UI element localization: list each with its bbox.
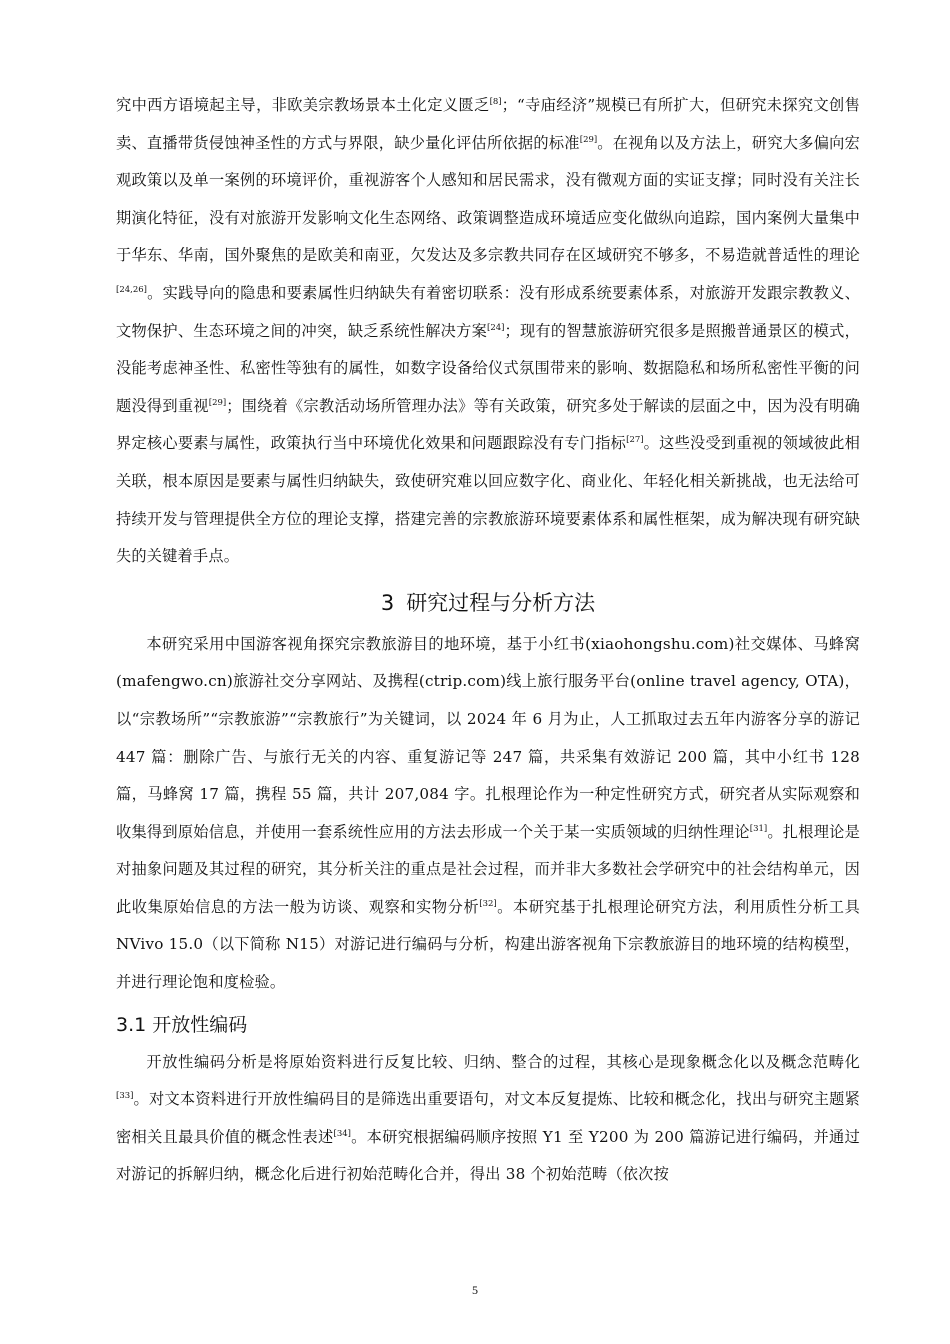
- text-run: 。这些没受到重视的领域彼此相关联，根本原因是要素与属性归纳缺失，致使研究难以回应数字化、商业化、年轻化相关新挑战，也无法给可持续开发与管理提供全方位的理论支撑，搭建完善的宗教旅游环境要素体系和属性框架，成为解决现有研究缺失的关键着手点。: [116, 434, 860, 566]
- body-paragraph-research-gaps: [116, 87, 860, 576]
- body-paragraph-methodology: [116, 626, 860, 1002]
- subsection-heading-3-1: 3.1 开放性编码: [116, 1013, 248, 1036]
- text-run: 。对文本资料进行开放性编码目的是筛选出重要语句，对文本反复提炼、比较和概念化，找出与研究主题紧密相关且最具价值的概念性表述: [116, 1090, 860, 1146]
- text-run: 。本研究基于扎根理论研究方法，利用质性分析工具 NVivo 15.0（以下简称 N15）对游记进行编码与分析，构建出游客视角下宗教旅游目的地环境的结构模型，并进行理论饱和度检验。: [116, 897, 860, 992]
- section-title: 研究过程与分析方法: [406, 590, 596, 615]
- text-run: 开放性编码分析是将原始资料进行反复比较、归纳、整合的过程，其核心是现象概念化以及概念范畴化: [146, 1052, 860, 1071]
- text-run: 。在视角以及方法上，研究大多偏向宏观政策以及单一案例的环境评价，重视游客个人感知和居民需求，没有微观方面的实证支撑；同时没有关注长期演化特征，没有对旅游开发影响文化生态网络、政策调整造成环境适应变化做纵向追踪，国内案例大量集中于华东、华南，国外聚焦的是欧美和南亚，欠发达及多宗教共同存在区域研究不够多，不易造就普适性的理论: [116, 133, 860, 265]
- citation-superscript: [8]: [489, 97, 502, 107]
- section-heading-3: [116, 586, 860, 620]
- text-run: 。扎根理论是对抽象问题及其过程的研究，其分析关注的重点是社会过程，而并非大多数社会学研究中的社会结构单元，因此收集原始信息的方法一般为访谈、观察和实物分析: [116, 822, 861, 916]
- citation-superscript: [31]: [749, 823, 768, 834]
- citation-superscript: [33]: [116, 1091, 134, 1102]
- citation-superscript: [29]: [208, 397, 227, 408]
- citation-superscript: [24]: [487, 322, 505, 333]
- citation-superscript: [29]: [579, 134, 598, 145]
- text-run: 本研究采用中国游客视角探究宗教旅游目的地环境，基于小红书(xiaohongshu.com)社交媒体、马蜂窝(mafengwo.cn)旅游社交分享网站、及携程(ctrip.com)线上旅行服务平台(online travel agency, OTA)，以“宗教场所”“宗教旅游”“宗教旅行”为关键词，以 2024 年 6 月为止，人工抓取过去五年内游客分享的游记 447 篇：删除广告、与旅行无关的内容、重复游记等 247 篇，共采集有效游记 200 篇，其中小红书 128 篇，马蜂窝 17 篇，携程 55 篇，共计 207,084 字。扎根理论作为一种定性研究方式，研究者从实际观察和收集得到原始信息，并使用一套系统性应用的方法去形成一个关于某一实质领域的归纳性理论: [116, 634, 860, 841]
- page-number: 5: [472, 1283, 478, 1297]
- citation-superscript: [27]: [626, 435, 644, 446]
- text-run: ；现有的智慧旅游研究很多是照搬普通景区的模式，没能考虑神圣性、私密性等独有的属性，如数字设备给仪式氛围带来的影响、数据隐私和场所私密性平衡的问题没得到重视: [116, 321, 860, 415]
- section-number: 3: [380, 590, 395, 615]
- citation-superscript: [34]: [333, 1128, 351, 1139]
- body-paragraph-open-coding: [116, 1044, 860, 1194]
- text-run: ；“寺庙经济”规模已有所扩大，但研究未探究文创售卖、直播带货侵蚀神圣性的方式与界限，缺少量化评估所依据的标准: [116, 96, 860, 152]
- text-run: 究中西方语境起主导，非欧美宗教场景本土化定义匮乏: [116, 96, 490, 114]
- citation-superscript: [32]: [479, 898, 497, 909]
- text-run: 。实践导向的隐患和要素属性归纳缺失有着密切联系：没有形成系统要素体系，对旅游开发跟宗教教义、文物保护、生态环境之间的冲突，缺乏系统性解决方案: [116, 283, 860, 340]
- text-run: ；围绕着《宗教活动场所管理办法》等有关政策，研究多处于解读的层面之中，因为没有明确界定核心要素与属性，政策执行当中环境优化效果和问题跟踪没有专门指标: [116, 396, 861, 453]
- citation-superscript: [24,26]: [116, 284, 147, 295]
- text-run: 。本研究根据编码顺序按照 Y1 至 Y200 为 200 篇游记进行编码，并通过对游记的拆解归纳，概念化后进行初始范畴化合并，得出 38 个初始范畴（依次按: [116, 1127, 860, 1184]
- paper-page: [116, 87, 860, 1194]
